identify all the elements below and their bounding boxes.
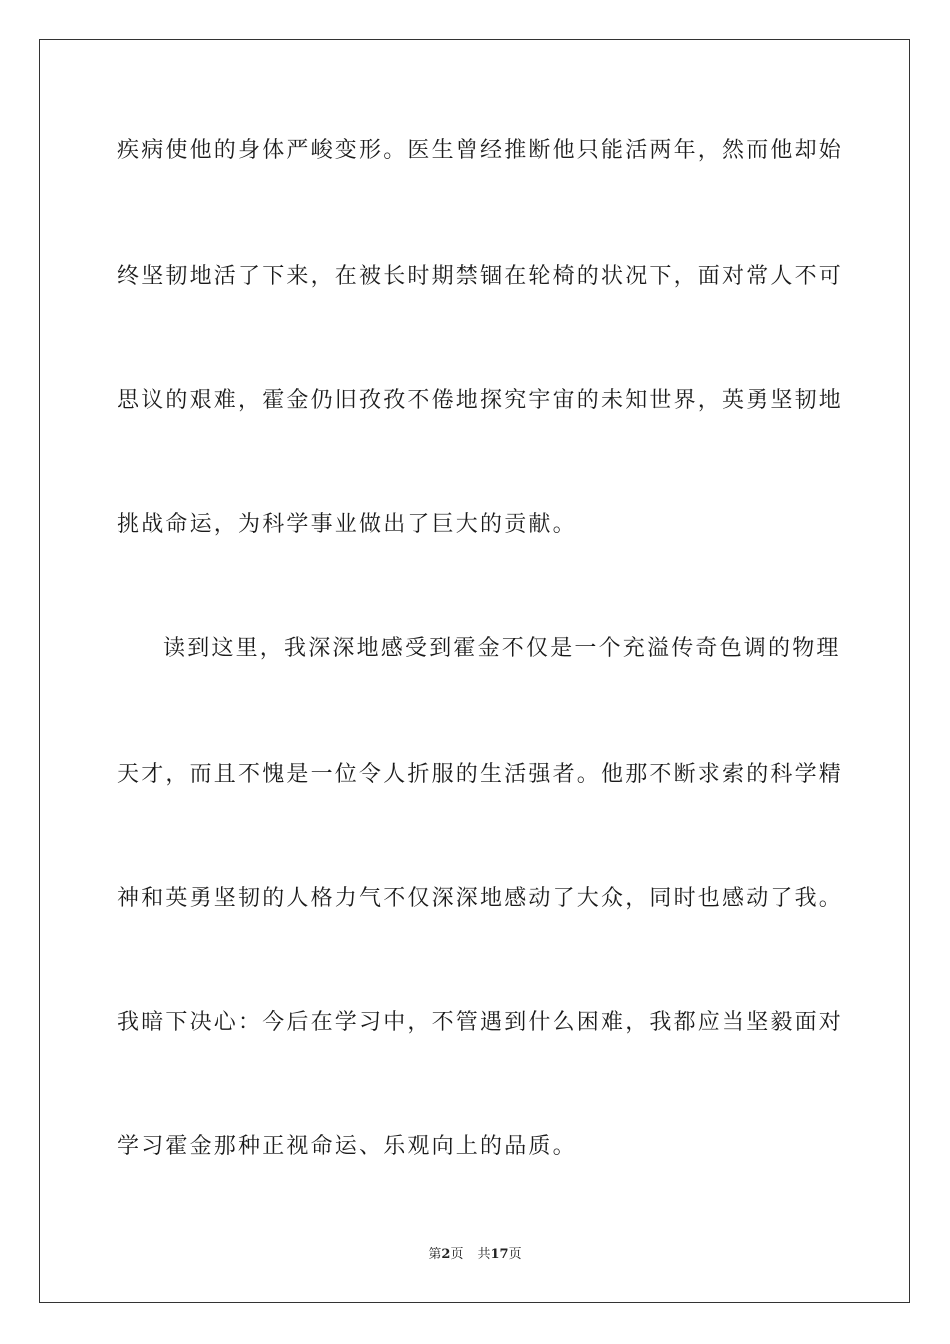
total-pages-suffix: 页: [508, 1247, 522, 1262]
page-number: 2: [441, 1247, 451, 1262]
text-line: 神和英勇坚韧的人格力气不仅深深地感动了大众，同时也感动了我。: [117, 886, 844, 911]
text-line: 天才，而且不愧是一位令人折服的生活强者。他那不断求索的科学精: [117, 762, 844, 787]
page-number-suffix: 页: [450, 1247, 464, 1262]
paragraph-start-line: 读到这里，我深深地感受到霍金不仅是一个充溢传奇色调的物理: [163, 636, 841, 661]
total-pages-prefix: 共: [477, 1247, 491, 1262]
text-line: 终坚韧地活了下来，在被长时期禁锢在轮椅的状况下，面对常人不可: [117, 264, 844, 289]
page-footer: [0, 1246, 950, 1264]
text-line: 思议的艰难，霍金仍旧孜孜不倦地探究宇宙的未知世界，英勇坚韧地: [117, 388, 844, 413]
page-frame: [39, 39, 910, 1303]
text-line: 疾病使他的身体严峻变形。医生曾经推断他只能活两年，然而他却始: [117, 138, 844, 163]
text-line: 学习霍金那种正视命运、乐观向上的品质。: [117, 1134, 577, 1159]
text-line: 我暗下决心：今后在学习中，不管遇到什么困难，我都应当坚毅面对: [117, 1010, 844, 1035]
total-pages: 17: [490, 1247, 509, 1262]
text-line: 挑战命运，为科学事业做出了巨大的贡献。: [117, 512, 577, 537]
page-number-prefix: 第: [428, 1247, 442, 1262]
